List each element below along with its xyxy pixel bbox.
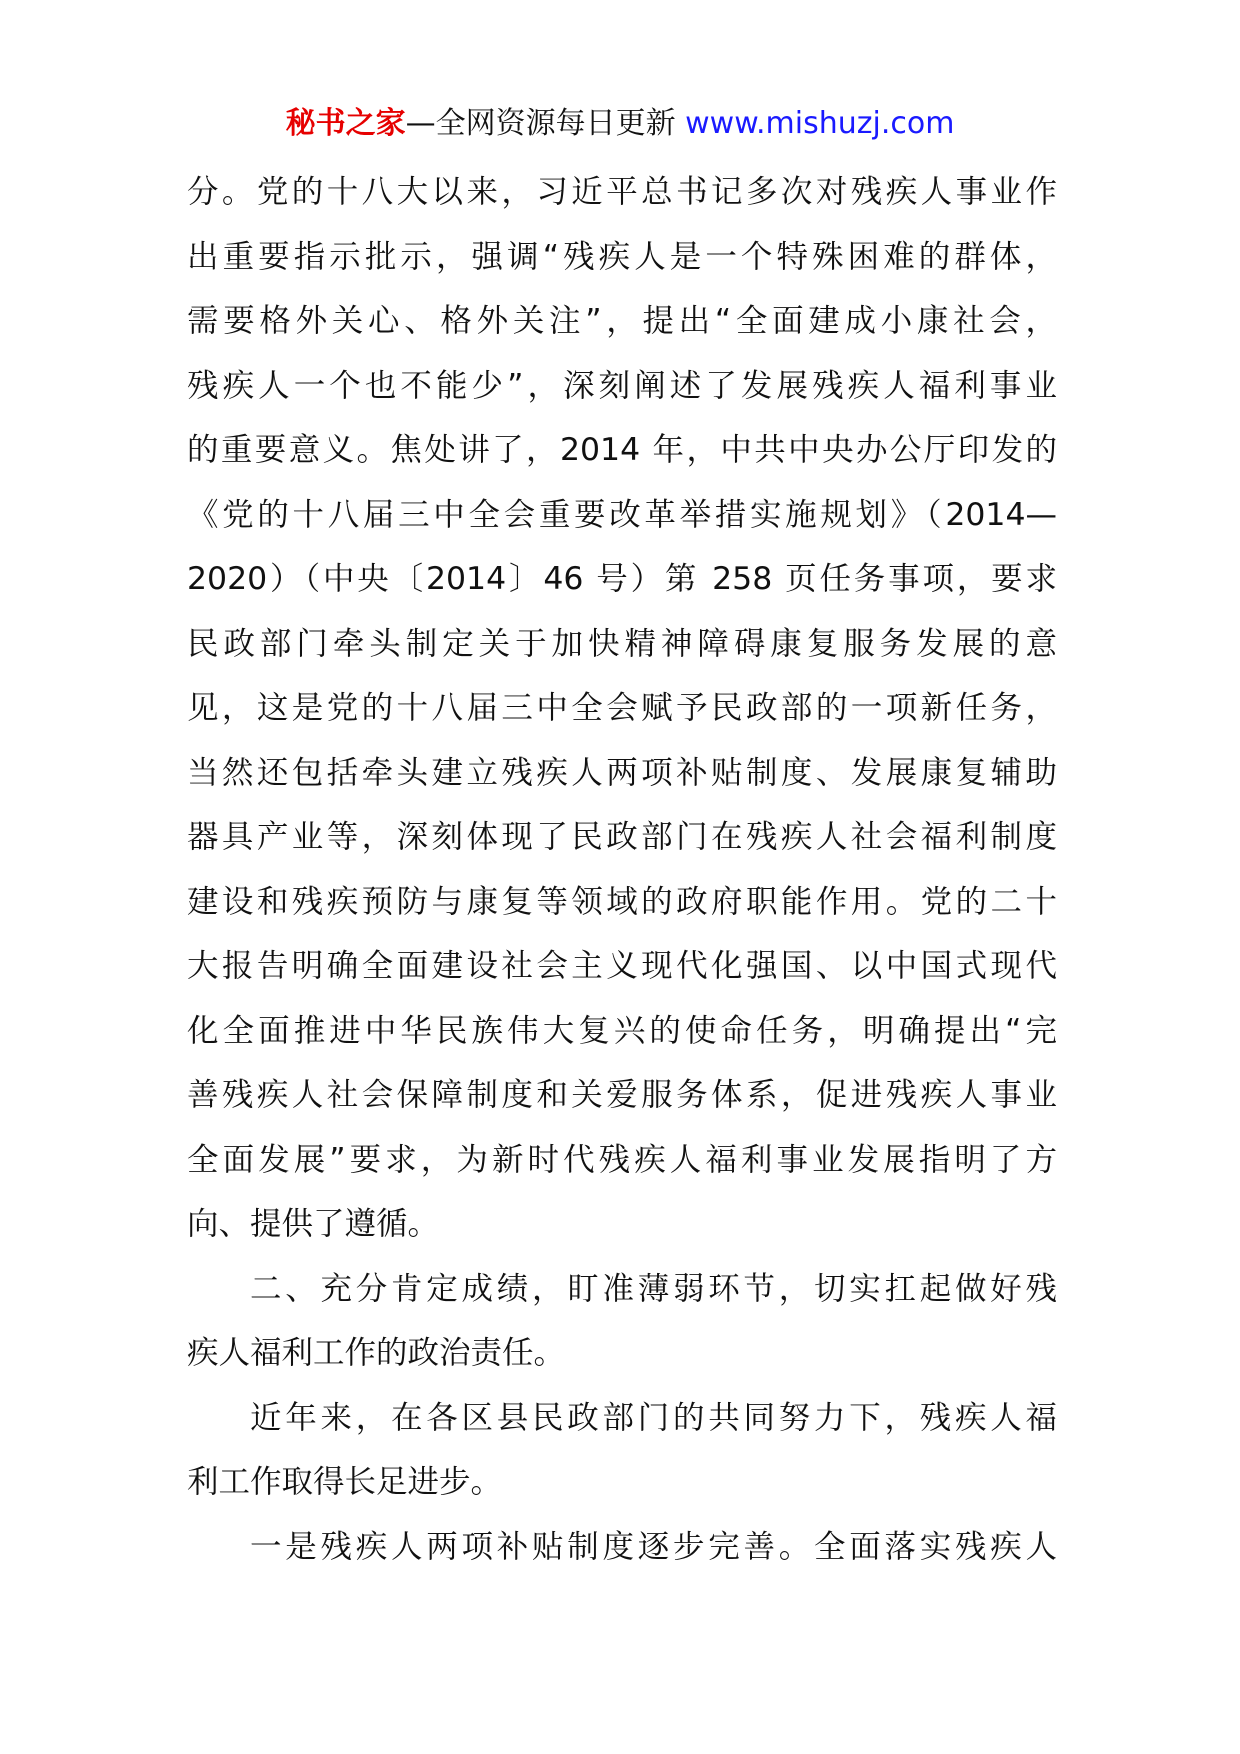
site-header — [0, 100, 1240, 148]
text-line: 《党的十八届三中全会重要改革举措实施规划》（2014— — [187, 496, 1057, 533]
site-brand: 秘书之家 — [285, 106, 406, 141]
text-line: 向、提供了遵循。 — [187, 1206, 440, 1242]
site-url-link[interactable]: www.mishuzj.com — [685, 106, 955, 141]
text-line: 化全面推进中华民族伟大复兴的使命任务，明确提出“完 — [187, 1012, 1057, 1049]
text-line: 残疾人一个也不能少”，深刻阐述了发展残疾人福利事业 — [187, 367, 1057, 404]
text-line: 2020）（中央〔2014〕46 号）第 258 页任务事项，要求 — [187, 561, 1057, 597]
text-line: 当然还包括牵头建立残疾人两项补贴制度、发展康复辅助 — [187, 754, 1057, 791]
text-line: 大报告明确全面建设社会主义现代化强国、以中国式现代 — [187, 948, 1057, 984]
text-line: 建设和残疾预防与康复等领域的政府职能作用。党的二十 — [187, 883, 1057, 920]
text-line: 的重要意义。焦处讲了，2014 年，中共中央办公厅印发的 — [187, 432, 1057, 468]
text-line: 全面发展”要求，为新时代残疾人福利事业发展指明了方 — [187, 1141, 1057, 1178]
text-line: 见，这是党的十八届三中全会赋予民政部的一项新任务， — [187, 690, 1057, 726]
site-slogan: —全网资源每日更新 — [405, 106, 686, 141]
text-line: 近年来，在各区县民政部门的共同努力下，残疾人福 — [250, 1399, 1057, 1436]
text-line: 二、充分肯定成绩，盯准薄弱环节，切实扛起做好残 — [250, 1270, 1057, 1307]
text-line: 器具产业等，深刻体现了民政部门在残疾人社会福利制度 — [187, 819, 1057, 855]
text-line: 疾人福利工作的政治责任。 — [187, 1335, 566, 1371]
text-line: 善残疾人社会保障制度和关爱服务体系，促进残疾人事业 — [187, 1077, 1057, 1113]
document-body — [187, 160, 1057, 1579]
text-line: 需要格外关心、格外关注”，提出“全面建成小康社会， — [187, 303, 1057, 339]
text-line: 分。党的十八大以来，习近平总书记多次对残疾人事业作 — [187, 174, 1057, 210]
text-line: 一是残疾人两项补贴制度逐步完善。全面落实残疾人 — [250, 1528, 1057, 1565]
text-line: 民政部门牵头制定关于加快精神障碍康复服务发展的意 — [187, 625, 1057, 662]
text-line: 利工作取得长足进步。 — [187, 1464, 503, 1500]
text-line: 出重要指示批示，强调“残疾人是一个特殊困难的群体， — [187, 238, 1057, 275]
